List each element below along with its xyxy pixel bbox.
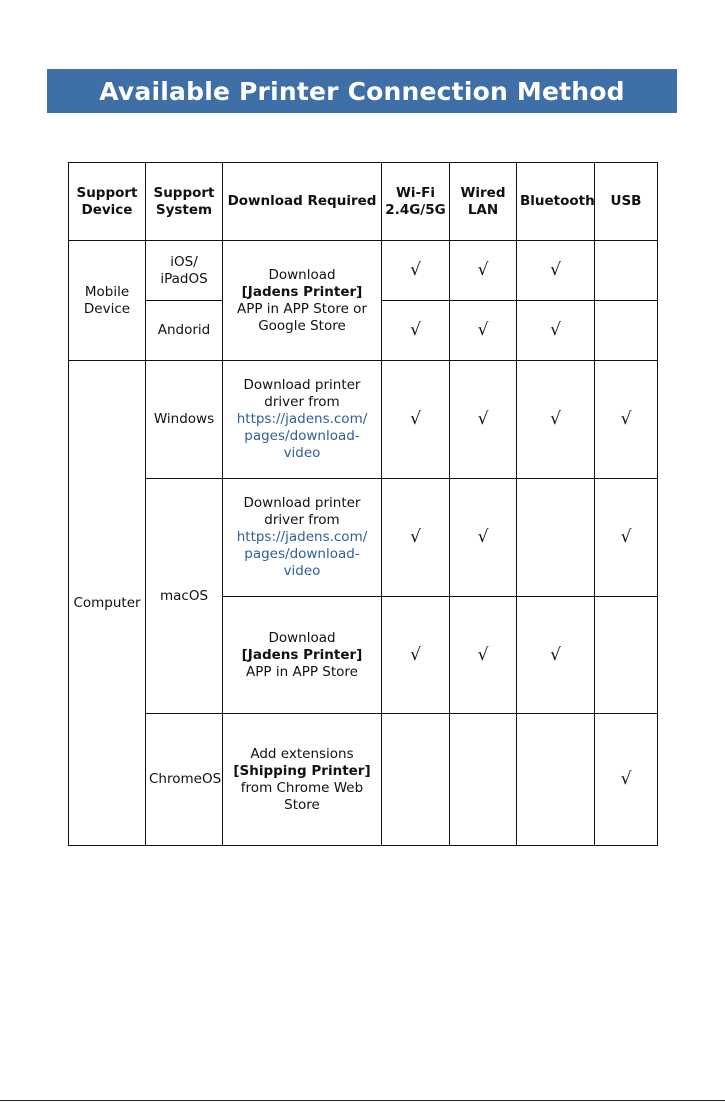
windows-lan-check: √ <box>450 361 517 479</box>
download-mobile-line3: APP in APP Store or Google Store <box>237 300 367 334</box>
ios-lan-check: √ <box>450 241 517 301</box>
row-chromeos <box>69 714 658 846</box>
download-chromeos <box>223 714 382 846</box>
system-ios: iOS/ iPadOS <box>146 241 223 301</box>
download-chromeos-app: [Shipping Printer] <box>233 762 371 779</box>
download-mobile-line1: Download <box>268 266 336 283</box>
chromeos-usb-check: √ <box>595 714 658 846</box>
download-macos-driver-line1: Download printer driver from <box>243 495 361 528</box>
macos-app-wifi-check: √ <box>382 597 450 714</box>
windows-usb-check: √ <box>595 361 658 479</box>
header-download-required: Download Required <box>223 163 382 241</box>
ios-bluetooth-check: √ <box>517 241 595 301</box>
android-lan-check: √ <box>450 301 517 361</box>
ios-wifi-check: √ <box>382 241 450 301</box>
header-usb: USB <box>595 163 658 241</box>
download-macos-driver-link[interactable]: https://jadens.com/ pages/download- video <box>236 529 368 579</box>
page-title-banner <box>47 69 677 113</box>
download-chromeos-line3: from Chrome Web Store <box>240 779 364 813</box>
header-wired-lan: Wired LAN <box>450 163 517 241</box>
system-windows: Windows <box>146 361 223 479</box>
windows-bluetooth-check: √ <box>517 361 595 479</box>
download-macos-app-line1: Download <box>268 629 336 646</box>
header-bluetooth: Bluetooth <box>517 163 595 241</box>
chromeos-wifi-cell <box>382 714 450 846</box>
connection-table <box>68 162 658 846</box>
download-windows-line1: Download printer driver from <box>243 377 361 410</box>
download-macos-app-line3: APP in APP Store <box>246 663 358 680</box>
system-chromeos: ChromeOS <box>146 714 223 846</box>
macos-driver-usb-check: √ <box>595 479 658 597</box>
chromeos-bluetooth-cell <box>517 714 595 846</box>
android-wifi-check: √ <box>382 301 450 361</box>
macos-driver-bluetooth-cell <box>517 479 595 597</box>
android-bluetooth-check: √ <box>517 301 595 361</box>
device-computer: Computer <box>69 361 146 846</box>
row-macos-driver <box>69 479 658 597</box>
row-ios <box>69 241 658 301</box>
header-support-system: Support System <box>146 163 223 241</box>
download-macos-app-name: [Jadens Printer] <box>241 646 363 663</box>
chromeos-lan-cell <box>450 714 517 846</box>
download-macos-app <box>223 597 382 714</box>
download-mobile <box>223 241 382 361</box>
macos-app-usb-cell <box>595 597 658 714</box>
device-mobile: Mobile Device <box>69 241 146 361</box>
system-android: Andorid <box>146 301 223 361</box>
download-windows <box>223 361 382 479</box>
download-chromeos-line1: Add extensions <box>250 745 354 762</box>
header-row <box>69 163 658 241</box>
download-mobile-app: [Jadens Printer] <box>241 283 363 300</box>
android-usb-cell <box>595 301 658 361</box>
page-bottom-divider <box>0 1100 725 1101</box>
header-support-device: Support Device <box>69 163 146 241</box>
header-wifi: Wi-Fi 2.4G/5G <box>382 163 450 241</box>
ios-usb-cell <box>595 241 658 301</box>
macos-driver-lan-check: √ <box>450 479 517 597</box>
download-macos-driver <box>223 479 382 597</box>
macos-app-lan-check: √ <box>450 597 517 714</box>
row-windows <box>69 361 658 479</box>
windows-wifi-check: √ <box>382 361 450 479</box>
macos-app-bluetooth-check: √ <box>517 597 595 714</box>
page-title: Available Printer Connection Method <box>99 76 625 106</box>
system-macos: macOS <box>146 479 223 714</box>
download-windows-link[interactable]: https://jadens.com/ pages/download- video <box>236 411 368 461</box>
macos-driver-wifi-check: √ <box>382 479 450 597</box>
